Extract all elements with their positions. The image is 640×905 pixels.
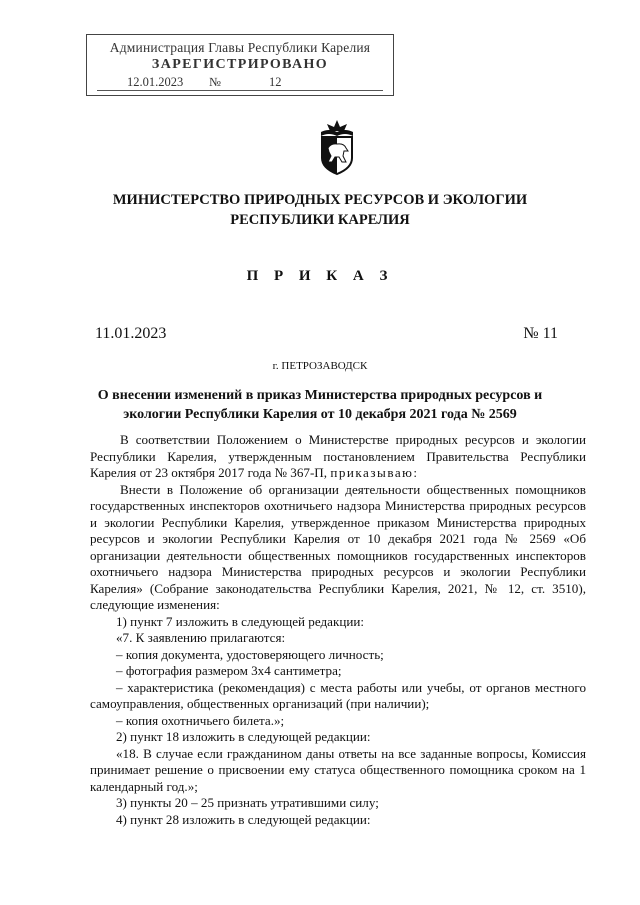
list-item: 4) пункт 28 изложить в следующей редакции: — [116, 811, 371, 827]
stamp-date: 12.01.2023 — [127, 75, 184, 89]
paragraph-amendment: Внести в Положение об организации деятельности общественных помощников государственных инспекторов охотничьего надзора Министерства природных ресурсов и экологии Республики Карелия, утвержденное приказом Министерства природных ресурсов и экологии Республики Карелия от 10 декабря 2021 года № 2569 «Об организации деятельности общественных помощников государственных инспекторов охотничьего надзора Министерства природных ресурсов и экологии Республики Карелия» (Собрание законодательства Республики Карелия, 2021, № 12, ст. 3510), следующие изменения: — [90, 481, 586, 612]
stamp-number: 12 — [269, 75, 282, 89]
list-item: 2) пункт 18 изложить в следующей редакции: — [116, 729, 371, 744]
list-item: – копия документа, удостоверяющего личность; — [116, 646, 384, 662]
paragraph-basis — [90, 432, 586, 482]
list-item: – копия охотничьего билета.»; — [116, 712, 285, 728]
carelia-coat-of-arms-icon — [315, 118, 359, 176]
list-item: «18. В случае если гражданином даны ответы на все заданные вопросы, Комиссия принимает решение о присвоении ему статуса общественного помощника сроком на 1 календарный год.»; — [90, 745, 586, 794]
list-item: 3) пункты 20 – 25 признать утратившими силу; — [116, 795, 379, 810]
order-city: г. ПЕТРОЗАВОДСК — [272, 360, 368, 372]
document-type: П Р И К А З — [246, 268, 394, 284]
order-body — [90, 432, 586, 828]
paragraph-basis-emphasis: приказываю: — [330, 465, 419, 480]
order-heading: О внесении изменений в приказ Министерства природных ресурсов и экологии Республики Карелия от 10 декабря 2021 года № 2569 — [97, 388, 543, 422]
stamp-number-label: № — [209, 75, 221, 89]
list-item: – фотография размером 3x4 сантиметра; — [116, 663, 342, 678]
stamp-status: ЗАРЕГИСТРИРОВАНО — [151, 57, 329, 72]
ministry-line-1: МИНИСТЕРСТВО ПРИРОДНЫХ РЕСУРСОВ И ЭКОЛОГИИ — [112, 192, 528, 208]
list-item: «7. К заявлению прилагаются: — [116, 630, 286, 645]
order-date: 11.01.2023 — [95, 325, 167, 342]
order-number: № 11 — [523, 325, 558, 342]
list-item: 1) пункт 7 изложить в следующей редакции: — [116, 613, 364, 629]
ministry-line-2: РЕСПУБЛИКИ КАРЕЛИЯ — [230, 212, 410, 228]
paragraph-basis-text: В соответствии Положением о Министерстве природных ресурсов и экологии Республики Карелия, утвержденным постановлением Правительства Республики Карелия от 23 октября 2017 года № 367-П, — [90, 432, 586, 480]
ministry-name — [60, 190, 580, 230]
registration-stamp — [86, 34, 394, 96]
stamp-underline — [97, 90, 383, 91]
stamp-organization: Администрация Главы Республики Карелия — [109, 40, 371, 55]
list-item: – характеристика (рекомендация) с места работы или учебы, от органов местного самоуправления, общественных организаций (при наличии); — [90, 679, 586, 711]
